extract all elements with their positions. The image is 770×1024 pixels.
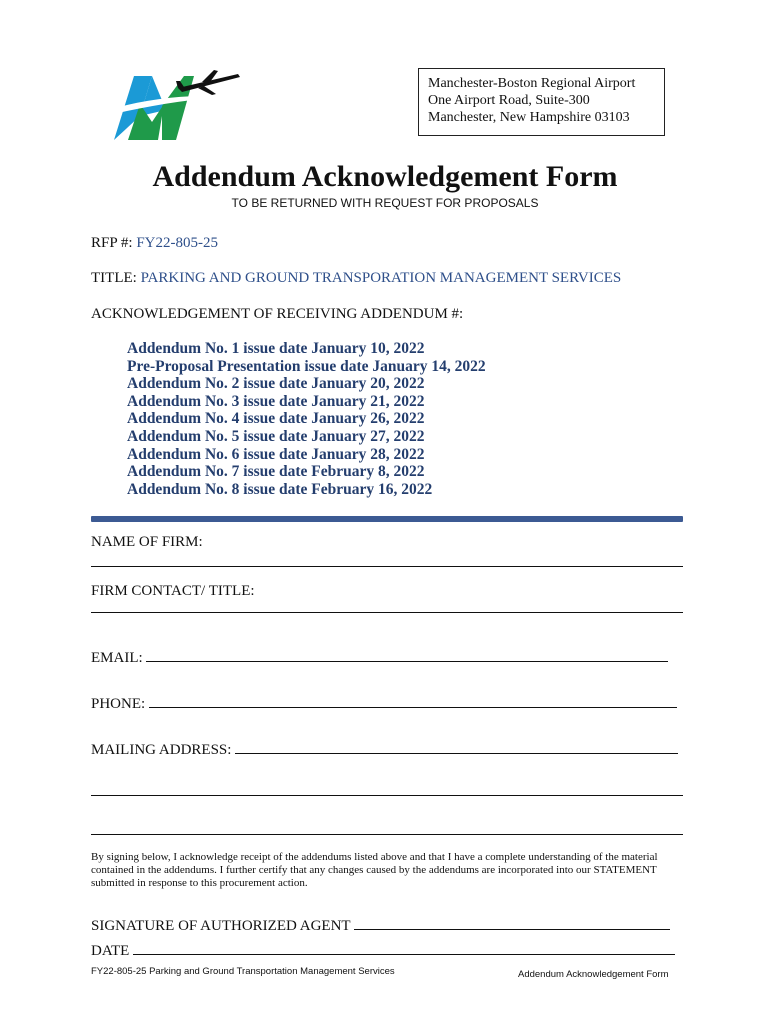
- mailing-address-line-3[interactable]: [91, 834, 683, 835]
- rfp-value: FY22-805-25: [136, 235, 218, 251]
- name-of-firm-label: NAME OF FIRM:: [91, 534, 203, 550]
- addendum-item: Addendum No. 2 issue date January 20, 2022: [127, 375, 425, 393]
- mailing-address-line-2[interactable]: [91, 795, 683, 796]
- addendum-item: Addendum No. 1 issue date January 10, 2022: [127, 340, 425, 357]
- phone-input-line[interactable]: [149, 693, 677, 708]
- addendum-item: Addendum No. 8 issue date February 16, 2022: [127, 480, 433, 498]
- signature-input-line[interactable]: [354, 915, 670, 930]
- addendum-item: Addendum No. 4 issue date January 26, 2022: [127, 410, 425, 428]
- footer-right: Addendum Acknowledgement Form: [518, 969, 669, 980]
- date-label: DATE: [91, 943, 130, 959]
- firm-contact-input-line[interactable]: [91, 612, 683, 613]
- airport-address-box: [418, 68, 665, 136]
- email-field: [91, 647, 685, 667]
- date-input-line[interactable]: [133, 940, 675, 955]
- form-title: Addendum Acknowledgement Form: [152, 160, 618, 193]
- rfp-number-line: [91, 235, 218, 252]
- phone-field: [91, 693, 685, 713]
- rfp-title-line: [91, 270, 621, 287]
- name-of-firm-input-line[interactable]: [91, 566, 683, 567]
- airport-logo: [92, 70, 242, 142]
- addendum-item: Addendum No. 3 issue date January 21, 2022: [127, 392, 425, 410]
- address-line-3: Manchester, New Hampshire 03103: [428, 110, 630, 125]
- mailing-address-input-line[interactable]: [235, 739, 678, 754]
- rfp-title-label: TITLE:: [91, 270, 137, 286]
- mailing-address-field: [91, 739, 685, 759]
- address-line-2: One Airport Road, Suite-300: [428, 93, 590, 108]
- phone-label: PHONE:: [91, 696, 146, 712]
- email-input-line[interactable]: [146, 647, 668, 662]
- date-field: [91, 940, 685, 960]
- addendum-item: Addendum No. 5 issue date January 27, 2022: [127, 427, 425, 445]
- addendum-item: Addendum No. 6 issue date January 28, 2022: [127, 445, 425, 463]
- acknowledgement-label: ACKNOWLEDGEMENT OF RECEIVING ADDENDUM #:: [91, 306, 464, 322]
- mailing-address-label: MAILING ADDRESS:: [91, 742, 232, 758]
- form-subtitle: TO BE RETURNED WITH REQUEST FOR PROPOSALS: [231, 196, 539, 210]
- signature-label: SIGNATURE OF AUTHORIZED AGENT: [91, 918, 351, 934]
- addendum-item: Pre-Proposal Presentation issue date January 14, 2022: [127, 357, 486, 375]
- rfp-label: RFP #:: [91, 235, 133, 251]
- addenda-list: [127, 340, 486, 498]
- email-label: EMAIL:: [91, 650, 143, 666]
- signature-field: [91, 915, 685, 935]
- section-divider: [91, 516, 683, 522]
- addendum-item: Addendum No. 7 issue date February 8, 2022: [127, 463, 425, 481]
- certification-statement: By signing below, I acknowledge receipt of the addendums listed above and that I have a complete understanding of the material contained in the addendums. I further certify that any changes caused by the addendums are incorporated into our STATEMENT submitted in response to this procurement action.: [91, 851, 658, 889]
- firm-contact-label: FIRM CONTACT/ TITLE:: [91, 583, 255, 599]
- rfp-title-value: PARKING AND GROUND TRANSPORATION MANAGEMENT SERVICES: [140, 270, 622, 286]
- address-line-1: Manchester-Boston Regional Airport: [428, 76, 636, 91]
- footer-left: FY22-805-25 Parking and Ground Transportation Management Services: [91, 966, 395, 977]
